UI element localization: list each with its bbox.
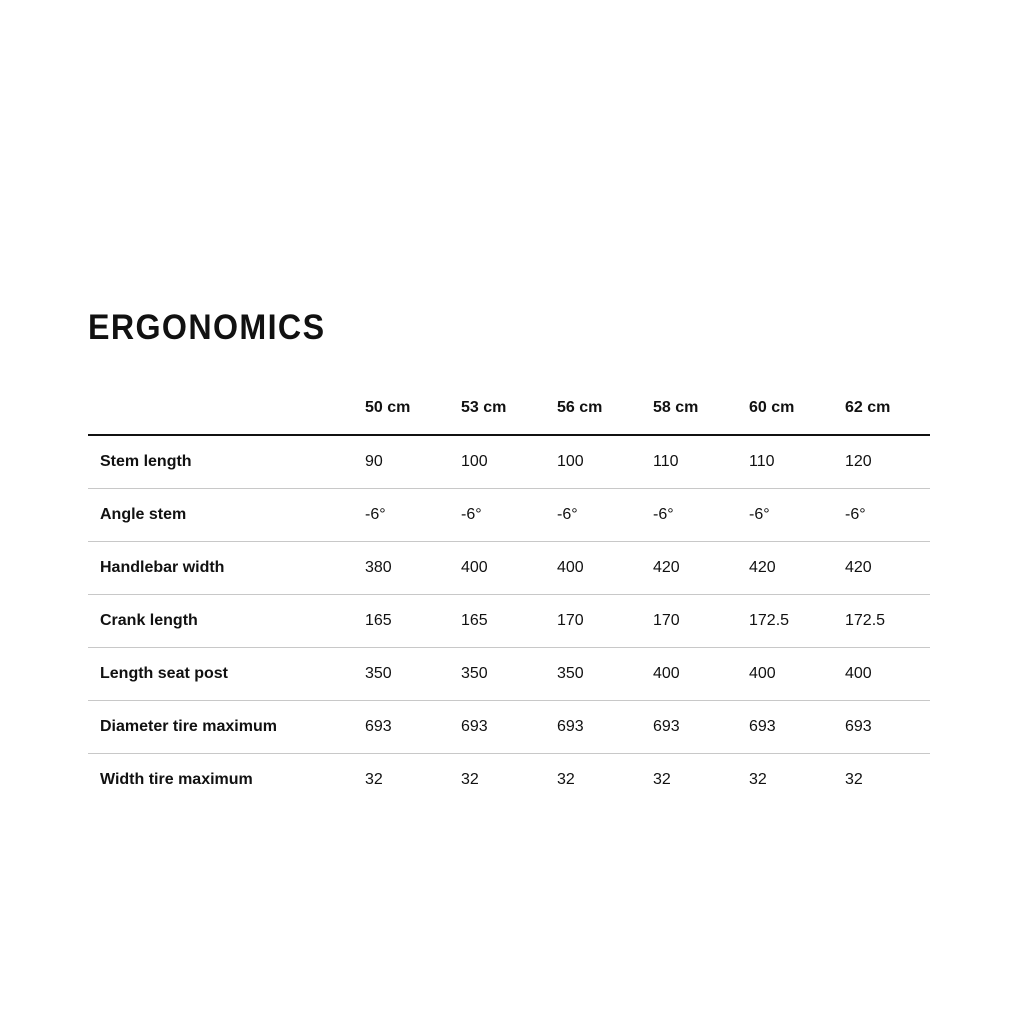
header-size-58: 58 cm [653, 382, 749, 435]
table-cell: 350 [461, 648, 557, 701]
table-cell: 32 [557, 771, 575, 788]
header-size-62: 62 cm [845, 382, 930, 435]
table-row-crank-length [88, 595, 930, 648]
table-cell: 120 [845, 435, 930, 489]
table-cell: 350 [365, 648, 461, 701]
table-cell: -6° [365, 489, 461, 542]
table-cell: -6° [749, 489, 845, 542]
table-cell: -6° [557, 489, 653, 542]
table-cell: 693 [653, 701, 749, 754]
table-cell: 172.5 [749, 595, 845, 648]
table-cell: 110 [749, 435, 845, 489]
table-cell: 32 [749, 771, 767, 788]
table-cell: 420 [749, 542, 845, 595]
table-row-stem-length [88, 435, 930, 489]
table-cell: 170 [557, 595, 653, 648]
table-cell: 400 [653, 648, 749, 701]
table-cell: 400 [749, 648, 845, 701]
table-cell: 32 [365, 771, 383, 788]
row-label: Handlebar width [88, 542, 365, 595]
row-label: Width tire maximum [100, 771, 253, 788]
row-label: Stem length [88, 435, 365, 489]
table-cell: 380 [365, 542, 461, 595]
header-size-50: 50 cm [365, 382, 461, 435]
table-cell: 172.5 [845, 595, 930, 648]
table-cell: -6° [461, 489, 557, 542]
table-cell: 420 [653, 542, 749, 595]
table-row-length-seat-post [88, 648, 930, 701]
table-cell: -6° [653, 489, 749, 542]
table-cell: 32 [845, 771, 863, 788]
table-cell: 693 [365, 701, 461, 754]
table-cell: 693 [749, 701, 845, 754]
table-cell: 170 [653, 595, 749, 648]
table-cell: 693 [557, 701, 653, 754]
table-cell: 350 [557, 648, 653, 701]
header-size-60: 60 cm [749, 382, 845, 435]
row-label: Angle stem [88, 489, 365, 542]
ergonomics-table [88, 382, 930, 806]
table-cell: -6° [845, 489, 930, 542]
row-label: Length seat post [88, 648, 365, 701]
row-label: Diameter tire maximum [88, 701, 365, 754]
table-cell: 32 [653, 771, 671, 788]
table-row-width-tire-maximum [88, 754, 930, 807]
table-cell: 100 [557, 435, 653, 489]
row-label: Crank length [88, 595, 365, 648]
table-row-angle-stem [88, 489, 930, 542]
table-cell: 165 [461, 595, 557, 648]
table-cell: 400 [557, 542, 653, 595]
table-cell: 165 [365, 595, 461, 648]
table-cell: 100 [461, 435, 557, 489]
table-cell: 32 [461, 771, 479, 788]
table-cell: 90 [365, 435, 461, 489]
header-size-56: 56 cm [557, 382, 653, 435]
table-row-handlebar-width [88, 542, 930, 595]
table-cell: 693 [461, 701, 557, 754]
table-row-diameter-tire-maximum [88, 701, 930, 754]
header-label-cell [88, 382, 365, 435]
table-cell: 693 [845, 701, 930, 754]
header-size-53: 53 cm [461, 382, 557, 435]
table-header-row [88, 382, 930, 435]
table-cell: 400 [461, 542, 557, 595]
page-title: ERGONOMICS [88, 308, 326, 347]
table-cell: 400 [845, 648, 930, 701]
table-cell: 420 [845, 542, 930, 595]
table-cell: 110 [653, 435, 749, 489]
